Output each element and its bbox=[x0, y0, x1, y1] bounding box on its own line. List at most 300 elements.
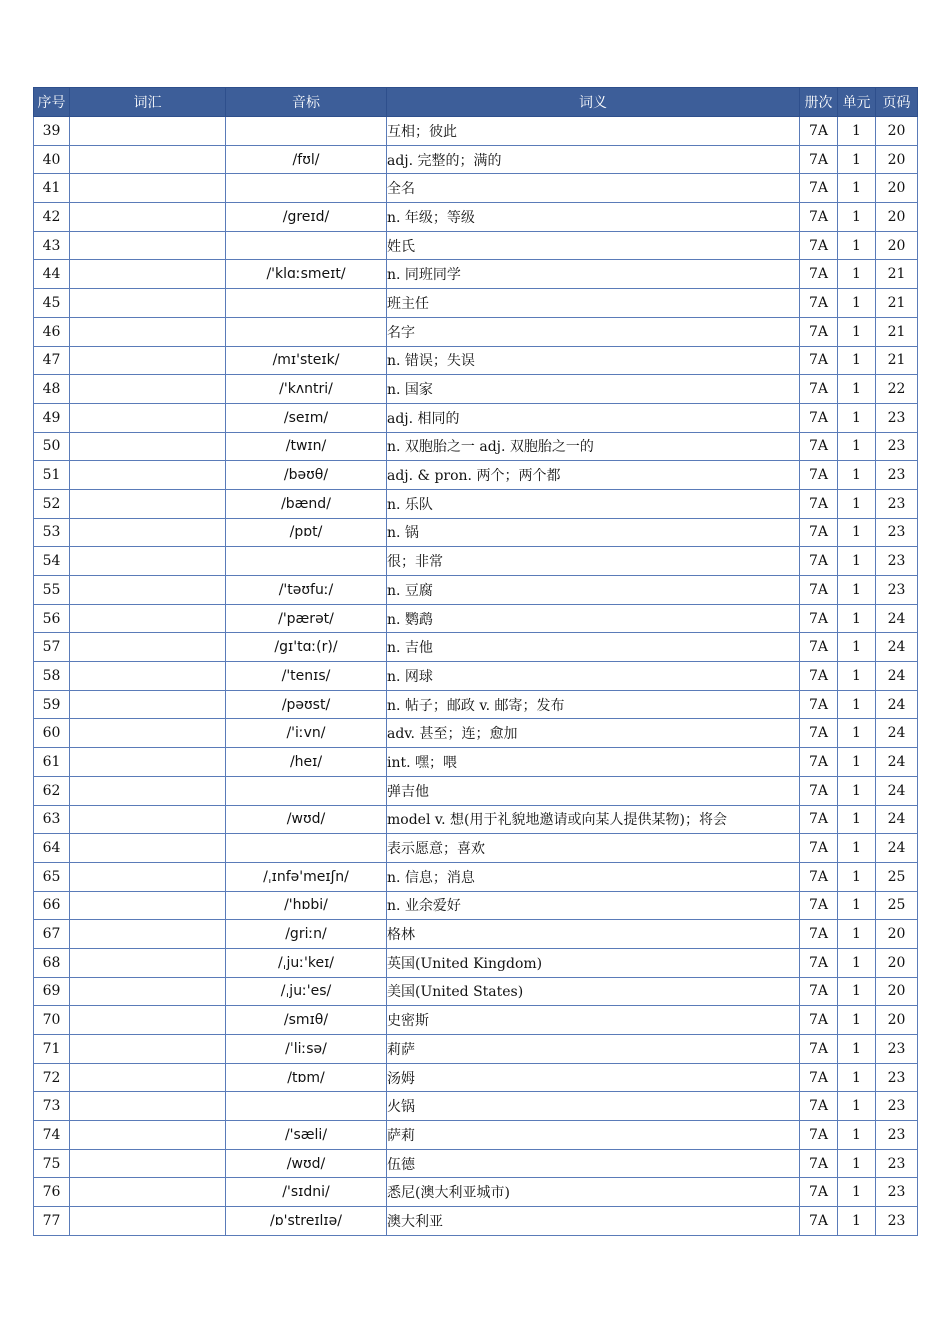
table-row bbox=[34, 920, 918, 949]
table-row bbox=[34, 547, 918, 576]
word-cell bbox=[70, 920, 226, 949]
book-cell: 7A bbox=[800, 346, 838, 375]
table-row bbox=[34, 317, 918, 346]
unit-cell: 1 bbox=[838, 346, 876, 375]
page-cell: 23 bbox=[876, 547, 918, 576]
phonetic-cell: /ɒ'streɪlɪə/ bbox=[226, 1207, 387, 1236]
row-number: 60 bbox=[34, 719, 70, 748]
row-number: 64 bbox=[34, 834, 70, 863]
unit-cell: 1 bbox=[838, 719, 876, 748]
book-cell: 7A bbox=[800, 862, 838, 891]
page-cell: 20 bbox=[876, 117, 918, 146]
word-cell bbox=[70, 346, 226, 375]
phonetic-cell bbox=[226, 174, 387, 203]
page-cell: 21 bbox=[876, 289, 918, 318]
phonetic-cell: /'iːvn/ bbox=[226, 719, 387, 748]
table-row bbox=[34, 489, 918, 518]
meaning-cell: n. 国家 bbox=[387, 375, 800, 404]
table-row bbox=[34, 834, 918, 863]
meaning-cell: 萨莉 bbox=[387, 1121, 800, 1150]
book-cell: 7A bbox=[800, 719, 838, 748]
row-number: 45 bbox=[34, 289, 70, 318]
unit-cell: 1 bbox=[838, 604, 876, 633]
word-cell bbox=[70, 748, 226, 777]
unit-cell: 1 bbox=[838, 862, 876, 891]
table-row bbox=[34, 1006, 918, 1035]
unit-cell: 1 bbox=[838, 690, 876, 719]
page-cell: 20 bbox=[876, 948, 918, 977]
header-page: 页码 bbox=[876, 88, 918, 117]
table-row bbox=[34, 461, 918, 490]
row-number: 59 bbox=[34, 690, 70, 719]
page-cell: 23 bbox=[876, 489, 918, 518]
phonetic-cell: /mɪ'steɪk/ bbox=[226, 346, 387, 375]
word-cell bbox=[70, 633, 226, 662]
page-cell: 23 bbox=[876, 576, 918, 605]
phonetic-cell: /pɒt/ bbox=[226, 518, 387, 547]
meaning-cell: n. 业余爱好 bbox=[387, 891, 800, 920]
unit-cell: 1 bbox=[838, 518, 876, 547]
meaning-cell: n. 网球 bbox=[387, 662, 800, 691]
table-row bbox=[34, 1149, 918, 1178]
page-cell: 25 bbox=[876, 862, 918, 891]
row-number: 42 bbox=[34, 203, 70, 232]
meaning-cell: n. 帖子；邮政 v. 邮寄；发布 bbox=[387, 690, 800, 719]
book-cell: 7A bbox=[800, 403, 838, 432]
row-number: 68 bbox=[34, 948, 70, 977]
unit-cell: 1 bbox=[838, 1207, 876, 1236]
meaning-cell: 史密斯 bbox=[387, 1006, 800, 1035]
word-cell bbox=[70, 203, 226, 232]
unit-cell: 1 bbox=[838, 289, 876, 318]
page-cell: 24 bbox=[876, 633, 918, 662]
word-cell bbox=[70, 862, 226, 891]
row-number: 65 bbox=[34, 862, 70, 891]
page-cell: 25 bbox=[876, 891, 918, 920]
book-cell: 7A bbox=[800, 145, 838, 174]
meaning-cell: 互相；彼此 bbox=[387, 117, 800, 146]
table-row bbox=[34, 117, 918, 146]
table-row bbox=[34, 1063, 918, 1092]
word-cell bbox=[70, 834, 226, 863]
row-number: 72 bbox=[34, 1063, 70, 1092]
meaning-cell: n. 错误；失误 bbox=[387, 346, 800, 375]
table-row bbox=[34, 604, 918, 633]
word-cell bbox=[70, 174, 226, 203]
word-cell bbox=[70, 260, 226, 289]
page-cell: 23 bbox=[876, 403, 918, 432]
unit-cell: 1 bbox=[838, 1063, 876, 1092]
word-cell bbox=[70, 1149, 226, 1178]
phonetic-cell bbox=[226, 547, 387, 576]
row-number: 63 bbox=[34, 805, 70, 834]
row-number: 55 bbox=[34, 576, 70, 605]
meaning-cell: adj. 完整的；满的 bbox=[387, 145, 800, 174]
page-cell: 23 bbox=[876, 461, 918, 490]
table-row bbox=[34, 576, 918, 605]
meaning-cell: 全名 bbox=[387, 174, 800, 203]
word-cell bbox=[70, 289, 226, 318]
unit-cell: 1 bbox=[838, 834, 876, 863]
unit-cell: 1 bbox=[838, 432, 876, 461]
word-cell bbox=[70, 432, 226, 461]
book-cell: 7A bbox=[800, 748, 838, 777]
unit-cell: 1 bbox=[838, 1035, 876, 1064]
row-number: 56 bbox=[34, 604, 70, 633]
book-cell: 7A bbox=[800, 662, 838, 691]
book-cell: 7A bbox=[800, 1121, 838, 1150]
word-cell bbox=[70, 719, 226, 748]
unit-cell: 1 bbox=[838, 633, 876, 662]
phonetic-cell bbox=[226, 834, 387, 863]
phonetic-cell: /tɒm/ bbox=[226, 1063, 387, 1092]
word-cell bbox=[70, 1092, 226, 1121]
book-cell: 7A bbox=[800, 260, 838, 289]
row-number: 69 bbox=[34, 977, 70, 1006]
unit-cell: 1 bbox=[838, 662, 876, 691]
table-row bbox=[34, 948, 918, 977]
row-number: 40 bbox=[34, 145, 70, 174]
meaning-cell: 格林 bbox=[387, 920, 800, 949]
page-cell: 23 bbox=[876, 1092, 918, 1121]
book-cell: 7A bbox=[800, 576, 838, 605]
book-cell: 7A bbox=[800, 231, 838, 260]
header-phonetic: 音标 bbox=[226, 88, 387, 117]
page-cell: 20 bbox=[876, 1006, 918, 1035]
table-row bbox=[34, 1178, 918, 1207]
meaning-cell: 莉萨 bbox=[387, 1035, 800, 1064]
row-number: 74 bbox=[34, 1121, 70, 1150]
book-cell: 7A bbox=[800, 117, 838, 146]
row-number: 57 bbox=[34, 633, 70, 662]
phonetic-cell bbox=[226, 317, 387, 346]
page-cell: 24 bbox=[876, 690, 918, 719]
meaning-cell: int. 嘿；喂 bbox=[387, 748, 800, 777]
word-cell bbox=[70, 1063, 226, 1092]
page-cell: 21 bbox=[876, 317, 918, 346]
unit-cell: 1 bbox=[838, 317, 876, 346]
meaning-cell: n. 吉他 bbox=[387, 633, 800, 662]
row-number: 73 bbox=[34, 1092, 70, 1121]
phonetic-cell bbox=[226, 1092, 387, 1121]
page-cell: 21 bbox=[876, 260, 918, 289]
page-cell: 24 bbox=[876, 604, 918, 633]
book-cell: 7A bbox=[800, 317, 838, 346]
header-word: 词汇 bbox=[70, 88, 226, 117]
row-number: 62 bbox=[34, 776, 70, 805]
meaning-cell: n. 同班同学 bbox=[387, 260, 800, 289]
meaning-cell: n. 锅 bbox=[387, 518, 800, 547]
table-row bbox=[34, 1207, 918, 1236]
word-cell bbox=[70, 576, 226, 605]
phonetic-cell: /fʊl/ bbox=[226, 145, 387, 174]
row-number: 46 bbox=[34, 317, 70, 346]
table-row bbox=[34, 805, 918, 834]
word-cell bbox=[70, 489, 226, 518]
row-number: 54 bbox=[34, 547, 70, 576]
meaning-cell: n. 乐队 bbox=[387, 489, 800, 518]
row-number: 49 bbox=[34, 403, 70, 432]
meaning-cell: 英国(United Kingdom) bbox=[387, 948, 800, 977]
page-cell: 20 bbox=[876, 231, 918, 260]
word-cell bbox=[70, 375, 226, 404]
unit-cell: 1 bbox=[838, 776, 876, 805]
row-number: 50 bbox=[34, 432, 70, 461]
page-cell: 21 bbox=[876, 346, 918, 375]
word-cell bbox=[70, 776, 226, 805]
page-cell: 24 bbox=[876, 748, 918, 777]
page-cell: 24 bbox=[876, 776, 918, 805]
book-cell: 7A bbox=[800, 1063, 838, 1092]
unit-cell: 1 bbox=[838, 260, 876, 289]
phonetic-cell: /twɪn/ bbox=[226, 432, 387, 461]
word-cell bbox=[70, 461, 226, 490]
row-number: 52 bbox=[34, 489, 70, 518]
row-number: 39 bbox=[34, 117, 70, 146]
book-cell: 7A bbox=[800, 805, 838, 834]
table-row bbox=[34, 346, 918, 375]
word-cell bbox=[70, 1035, 226, 1064]
header-meaning: 词义 bbox=[387, 88, 800, 117]
row-number: 76 bbox=[34, 1178, 70, 1207]
row-number: 44 bbox=[34, 260, 70, 289]
table-body bbox=[34, 117, 918, 1236]
word-cell bbox=[70, 1006, 226, 1035]
unit-cell: 1 bbox=[838, 1092, 876, 1121]
meaning-cell: n. 豆腐 bbox=[387, 576, 800, 605]
header-unit: 单元 bbox=[838, 88, 876, 117]
unit-cell: 1 bbox=[838, 748, 876, 777]
phonetic-cell: /'sæli/ bbox=[226, 1121, 387, 1150]
unit-cell: 1 bbox=[838, 174, 876, 203]
unit-cell: 1 bbox=[838, 375, 876, 404]
table-row bbox=[34, 203, 918, 232]
unit-cell: 1 bbox=[838, 403, 876, 432]
row-number: 58 bbox=[34, 662, 70, 691]
page-cell: 23 bbox=[876, 1035, 918, 1064]
word-cell bbox=[70, 948, 226, 977]
meaning-cell: 名字 bbox=[387, 317, 800, 346]
phonetic-cell: /smɪθ/ bbox=[226, 1006, 387, 1035]
unit-cell: 1 bbox=[838, 977, 876, 1006]
meaning-cell: 悉尼(澳大利亚城市) bbox=[387, 1178, 800, 1207]
page-cell: 23 bbox=[876, 432, 918, 461]
table-row bbox=[34, 289, 918, 318]
row-number: 51 bbox=[34, 461, 70, 490]
book-cell: 7A bbox=[800, 948, 838, 977]
word-cell bbox=[70, 1121, 226, 1150]
page-cell: 20 bbox=[876, 920, 918, 949]
book-cell: 7A bbox=[800, 432, 838, 461]
vocabulary-table bbox=[33, 87, 918, 1236]
phonetic-cell: /'kʌntri/ bbox=[226, 375, 387, 404]
unit-cell: 1 bbox=[838, 1121, 876, 1150]
phonetic-cell: /heɪ/ bbox=[226, 748, 387, 777]
phonetic-cell: /seɪm/ bbox=[226, 403, 387, 432]
word-cell bbox=[70, 117, 226, 146]
page-cell: 20 bbox=[876, 145, 918, 174]
phonetic-cell: /ˌjuː'es/ bbox=[226, 977, 387, 1006]
unit-cell: 1 bbox=[838, 1178, 876, 1207]
table-row bbox=[34, 633, 918, 662]
book-cell: 7A bbox=[800, 1006, 838, 1035]
unit-cell: 1 bbox=[838, 547, 876, 576]
book-cell: 7A bbox=[800, 891, 838, 920]
table-row bbox=[34, 260, 918, 289]
unit-cell: 1 bbox=[838, 891, 876, 920]
meaning-cell: n. 双胞胎之一 adj. 双胞胎之一的 bbox=[387, 432, 800, 461]
table-row bbox=[34, 1121, 918, 1150]
word-cell bbox=[70, 662, 226, 691]
meaning-cell: 很；非常 bbox=[387, 547, 800, 576]
unit-cell: 1 bbox=[838, 805, 876, 834]
word-cell bbox=[70, 518, 226, 547]
book-cell: 7A bbox=[800, 633, 838, 662]
phonetic-cell bbox=[226, 231, 387, 260]
row-number: 77 bbox=[34, 1207, 70, 1236]
table-row bbox=[34, 432, 918, 461]
word-cell bbox=[70, 547, 226, 576]
book-cell: 7A bbox=[800, 1207, 838, 1236]
word-cell bbox=[70, 977, 226, 1006]
table-row bbox=[34, 862, 918, 891]
phonetic-cell: /greɪd/ bbox=[226, 203, 387, 232]
table-row bbox=[34, 719, 918, 748]
book-cell: 7A bbox=[800, 1149, 838, 1178]
book-cell: 7A bbox=[800, 289, 838, 318]
book-cell: 7A bbox=[800, 604, 838, 633]
meaning-cell: 美国(United States) bbox=[387, 977, 800, 1006]
phonetic-cell bbox=[226, 776, 387, 805]
book-cell: 7A bbox=[800, 977, 838, 1006]
book-cell: 7A bbox=[800, 203, 838, 232]
phonetic-cell: /gɪ'tɑː(r)/ bbox=[226, 633, 387, 662]
meaning-cell: 伍德 bbox=[387, 1149, 800, 1178]
page-cell: 23 bbox=[876, 518, 918, 547]
page-cell: 24 bbox=[876, 805, 918, 834]
row-number: 71 bbox=[34, 1035, 70, 1064]
phonetic-cell: /wʊd/ bbox=[226, 1149, 387, 1178]
table-row bbox=[34, 375, 918, 404]
page-cell: 20 bbox=[876, 977, 918, 1006]
phonetic-cell: /ˌjuː'keɪ/ bbox=[226, 948, 387, 977]
page-cell: 23 bbox=[876, 1149, 918, 1178]
table-row bbox=[34, 690, 918, 719]
page-cell: 20 bbox=[876, 174, 918, 203]
book-cell: 7A bbox=[800, 489, 838, 518]
row-number: 43 bbox=[34, 231, 70, 260]
book-cell: 7A bbox=[800, 518, 838, 547]
unit-cell: 1 bbox=[838, 461, 876, 490]
page-cell: 23 bbox=[876, 1207, 918, 1236]
phonetic-cell: /wʊd/ bbox=[226, 805, 387, 834]
row-number: 53 bbox=[34, 518, 70, 547]
row-number: 67 bbox=[34, 920, 70, 949]
word-cell bbox=[70, 690, 226, 719]
table-row bbox=[34, 174, 918, 203]
unit-cell: 1 bbox=[838, 1149, 876, 1178]
book-cell: 7A bbox=[800, 920, 838, 949]
page-cell: 23 bbox=[876, 1121, 918, 1150]
book-cell: 7A bbox=[800, 461, 838, 490]
row-number: 41 bbox=[34, 174, 70, 203]
table-row bbox=[34, 518, 918, 547]
meaning-cell: adv. 甚至；连；愈加 bbox=[387, 719, 800, 748]
word-cell bbox=[70, 604, 226, 633]
table-row bbox=[34, 776, 918, 805]
book-cell: 7A bbox=[800, 375, 838, 404]
phonetic-cell: /bænd/ bbox=[226, 489, 387, 518]
row-number: 66 bbox=[34, 891, 70, 920]
book-cell: 7A bbox=[800, 1092, 838, 1121]
meaning-cell: n. 年级；等级 bbox=[387, 203, 800, 232]
table-row bbox=[34, 748, 918, 777]
phonetic-cell bbox=[226, 289, 387, 318]
meaning-cell: adj. & pron. 两个；两个都 bbox=[387, 461, 800, 490]
row-number: 75 bbox=[34, 1149, 70, 1178]
book-cell: 7A bbox=[800, 1035, 838, 1064]
meaning-cell: n. 信息；消息 bbox=[387, 862, 800, 891]
phonetic-cell bbox=[226, 117, 387, 146]
table-row bbox=[34, 662, 918, 691]
word-cell bbox=[70, 403, 226, 432]
page-cell: 22 bbox=[876, 375, 918, 404]
row-number: 47 bbox=[34, 346, 70, 375]
phonetic-cell: /ˈliːsə/ bbox=[226, 1035, 387, 1064]
book-cell: 7A bbox=[800, 1178, 838, 1207]
word-cell bbox=[70, 1207, 226, 1236]
page-cell: 20 bbox=[876, 203, 918, 232]
word-cell bbox=[70, 805, 226, 834]
meaning-cell: 澳大利亚 bbox=[387, 1207, 800, 1236]
phonetic-cell: /'tenɪs/ bbox=[226, 662, 387, 691]
unit-cell: 1 bbox=[838, 203, 876, 232]
page-cell: 24 bbox=[876, 834, 918, 863]
phonetic-cell: /'təʊfuː/ bbox=[226, 576, 387, 605]
word-cell bbox=[70, 231, 226, 260]
header-number: 序号 bbox=[34, 88, 70, 117]
table-row bbox=[34, 1035, 918, 1064]
unit-cell: 1 bbox=[838, 145, 876, 174]
book-cell: 7A bbox=[800, 547, 838, 576]
page-cell: 24 bbox=[876, 662, 918, 691]
header-row bbox=[34, 88, 918, 117]
unit-cell: 1 bbox=[838, 489, 876, 518]
word-cell bbox=[70, 145, 226, 174]
phonetic-cell: /'hɒbi/ bbox=[226, 891, 387, 920]
book-cell: 7A bbox=[800, 690, 838, 719]
unit-cell: 1 bbox=[838, 948, 876, 977]
page-cell: 24 bbox=[876, 719, 918, 748]
meaning-cell: 弹吉他 bbox=[387, 776, 800, 805]
book-cell: 7A bbox=[800, 776, 838, 805]
row-number: 48 bbox=[34, 375, 70, 404]
meaning-cell: 表示愿意；喜欢 bbox=[387, 834, 800, 863]
table-row bbox=[34, 977, 918, 1006]
row-number: 70 bbox=[34, 1006, 70, 1035]
word-cell bbox=[70, 317, 226, 346]
unit-cell: 1 bbox=[838, 117, 876, 146]
table-row bbox=[34, 891, 918, 920]
book-cell: 7A bbox=[800, 174, 838, 203]
phonetic-cell: /griːn/ bbox=[226, 920, 387, 949]
word-cell bbox=[70, 1178, 226, 1207]
unit-cell: 1 bbox=[838, 920, 876, 949]
unit-cell: 1 bbox=[838, 576, 876, 605]
unit-cell: 1 bbox=[838, 1006, 876, 1035]
phonetic-cell: /'sɪdni/ bbox=[226, 1178, 387, 1207]
row-number: 61 bbox=[34, 748, 70, 777]
